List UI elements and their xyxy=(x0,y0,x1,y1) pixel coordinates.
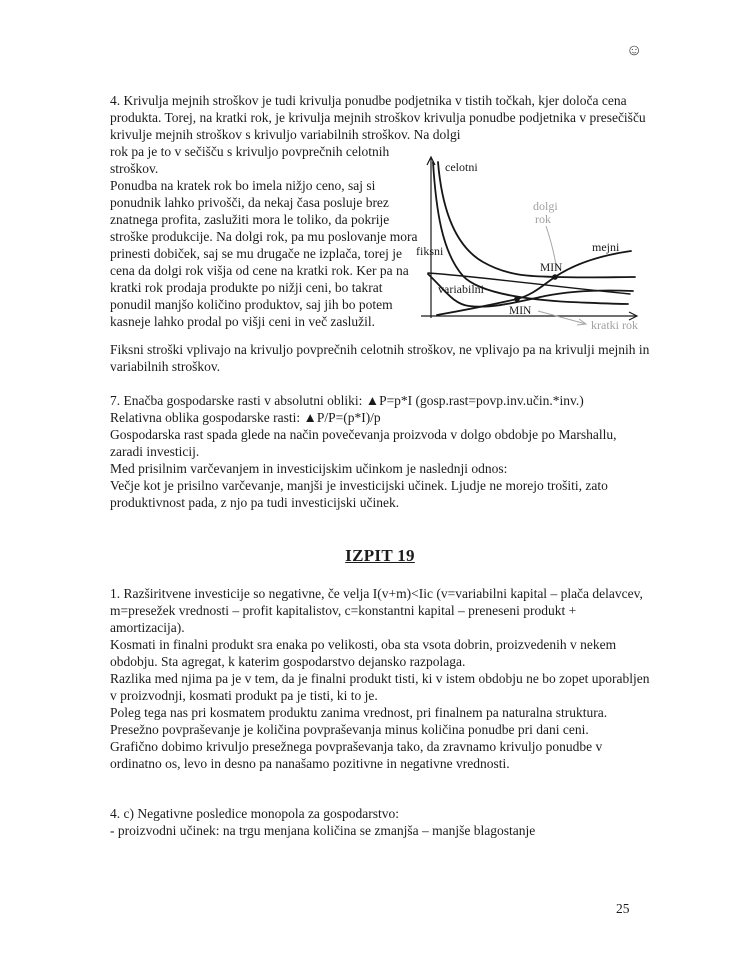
min-point-long-run xyxy=(552,274,558,280)
cost-curves-svg xyxy=(405,152,665,337)
paragraph-text: Fiksni stroški vplivajo na krivuljo povprečnih celotnih stroškov, ne vplivajo pa na krivulji mejnih in variabilnih stroškov. xyxy=(110,342,650,374)
paragraph-text: Poleg tega nas pri kosmatem produktu zanima vrednost, pri finalnem pa naturalna struktura. xyxy=(110,705,608,720)
section-exam-19-answers xyxy=(110,585,650,772)
paragraph-text: Presežno povpraševanje je količina povpraševanja minus količina ponudbe pri dani ceni. xyxy=(110,722,589,737)
label-kratki-rok: kratki rok xyxy=(591,318,638,332)
label-dolgi: dolgi xyxy=(533,199,558,213)
paragraph-fixed-costs xyxy=(110,341,650,375)
label-fiksni: fiksni xyxy=(416,244,444,258)
paragraph-text: Razlika med njima pa je v tem, da je finalni produkt tisti, ki v istem obdobju ne bo zopet uporabljen v proizvodnji, kosmati produkt pa je tisti, ki to je. xyxy=(110,671,650,703)
min-point-short-run xyxy=(514,296,520,302)
paragraph-text: - proizvodni učinek: na trgu menjana količina se zmanjša – manjše blagostanje xyxy=(110,823,536,838)
paragraph-text: Večje kot je prisilno varčevanje, manjši je investicijski učinek. Ljudje ne morejo trošiti, zato produktivnost pada, z njo pa tudi investicijski učinek. xyxy=(110,478,608,510)
page-number: 25 xyxy=(616,901,630,916)
paragraph-text: 4. c) Negativne posledice monopola za gospodarstvo: xyxy=(110,806,400,821)
label-celotni: celotni xyxy=(445,160,478,174)
paragraph-supply-short-long-run xyxy=(110,143,422,330)
cost-curves-diagram xyxy=(405,152,665,337)
label-min-short-run: MIN xyxy=(509,305,532,317)
paragraph-text: 4. Krivulja mejnih stroškov je tudi krivulja ponudbe podjetnika v tistih točkah, kjer določa cena produkta. Torej, na kratki rok, je krivulja mejnih stroškov krivulja ponudbe podjetnika v presečišču krivulje mejnih stroškov s krivuljo variabilnih stroškov. Na dolgi xyxy=(110,93,646,142)
paragraph-marginal-costs-intro xyxy=(110,92,650,143)
smiley-icon: ☺ xyxy=(626,42,643,59)
section-monopoly-consequences xyxy=(110,805,650,839)
label-mejni: mejni xyxy=(592,240,620,254)
section-growth-equation xyxy=(110,392,650,511)
paragraph-text: 7. Enačba gospodarske rasti v absolutni obliki: ▲P=p*I (gosp.rast=povp.inv.učin.*inv.) xyxy=(110,393,584,408)
paragraph-text: Kosmati in finalni produkt sra enaka po velikosti, oba sta vsota dobrin, proizvedenih v nekem obdobju. Sta agregat, k katerim gospodarstvo dejansko razpolaga. xyxy=(110,637,617,669)
paragraph-text: Med prisilnim varčevanjem in investicijskim učinkom je naslednji odnos: xyxy=(110,461,508,476)
section-heading-izpit-19: IZPIT 19 xyxy=(345,546,415,565)
kratki-rok-pointer-line xyxy=(538,311,586,324)
label-min-long-run: MIN xyxy=(540,262,563,274)
paragraph-text: Gospodarska rast spada glede na način povečevanja proizvoda v dolgo obdobje po Marshallu, zaradi investicij. xyxy=(110,427,617,459)
paragraph-text: rok pa je to v sečišču s krivuljo povprečnih celotnih stroškov. xyxy=(110,144,390,176)
paragraph-text: Ponudba na kratek rok bo imela nižjo ceno, saj si ponudnik lahko privošči, da nekaj časa posluje brez znatnega profita, zaslužiti mora le toliko, da pokrije stroške produkcije. Na dolgi rok, pa mu poslovanje mora prinesti dobiček, saj se mu drugače ne izplača, torej je cena da dolgi rok višja od cene na kratki rok. Ker pa na kratki rok prodaja produkte po nižji ceni, bo takrat ponudil manjšo količino produktov, saj jih bo potem kasneje lahko prodal po višji ceni in več zaslužil. xyxy=(110,178,418,329)
paragraph-text: 1. Razširitvene investicije so negativne, če velja I(v+m)<Iic (v=variabilni kapital – plača delavcev, m=presežek vrednosti – profit kapitalistov, c=konstantni kapital – preneseni produkt + amortizacija). xyxy=(110,586,643,635)
label-rok: rok xyxy=(535,212,551,226)
paragraph-text: Relativna oblika gospodarske rasti: ▲P/P=(p*I)/p xyxy=(110,410,381,425)
paragraph-text: Grafično dobimo krivuljo presežnega povpraševanja tako, da zravnamo krivuljo ponudbe v ordinatno os, levo in desno pa nanašamo pozitivne in negativne vrednosti. xyxy=(110,739,603,771)
label-variabilni: variabilni xyxy=(438,282,484,296)
